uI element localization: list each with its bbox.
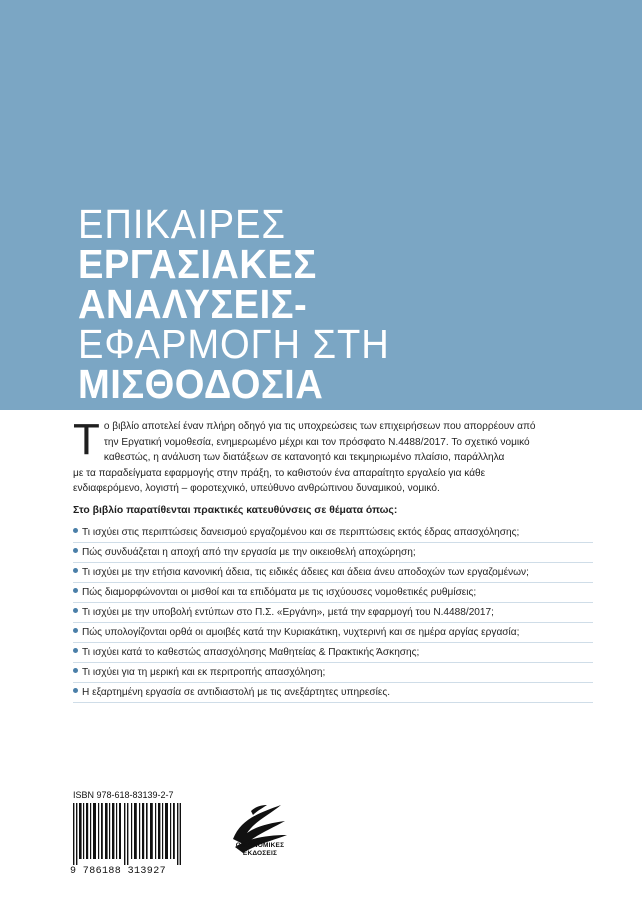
topics-list bbox=[73, 523, 593, 703]
list-item bbox=[73, 523, 593, 543]
publisher-line-2: ΕΚΔΟΣΕΙΣ bbox=[242, 850, 278, 857]
bullet-icon bbox=[73, 628, 78, 633]
bullet-icon bbox=[73, 528, 78, 533]
intro-paragraph bbox=[73, 415, 593, 497]
list-item bbox=[73, 663, 593, 683]
list-item-text: Τι ισχύει για τη μερική και εκ περιτροπής απασχόληση; bbox=[82, 666, 326, 678]
title-line-2: ΕΡΓΑΣΙΑΚΕΣ bbox=[78, 241, 317, 287]
bullet-icon bbox=[73, 588, 78, 593]
list-item bbox=[73, 563, 593, 583]
bullet-icon bbox=[73, 608, 78, 613]
bullet-icon bbox=[73, 568, 78, 573]
isbn-label: ISBN 978-618-83139-2-7 bbox=[73, 790, 174, 800]
list-item bbox=[73, 543, 593, 563]
bullet-icon bbox=[73, 648, 78, 653]
barcode-icon bbox=[73, 803, 181, 865]
list-item-text: Η εξαρτημένη εργασία σε αντιδιαστολή με τις ανεξάρτητες υπηρεσίες. bbox=[82, 686, 391, 698]
topics-heading: Στο βιβλίο παρατίθενται πρακτικές κατευθύνσεις σε θέματα όπως: bbox=[73, 504, 398, 516]
list-item bbox=[73, 643, 593, 663]
list-item-text: Τι ισχύει με την υποβολή εντύπων στο Π.Σ. «Εργάνη», μετά την εφαρμογή του Ν.4488/2017; bbox=[82, 606, 494, 618]
list-item-text: Τι ισχύει με την ετήσια κανονική άδεια, τις ειδικές άδειες και άδεια άνευ αποδοχών των εργαζομένων; bbox=[82, 566, 529, 578]
list-item-text: Πώς υπολογίζονται ορθά οι αμοιβές κατά την Κυριακάτικη, νυχτερινή και σε ημέρα αργίας εργασία; bbox=[82, 626, 520, 638]
list-item-text: Τι ισχύει στις περιπτώσεις δανεισμού εργαζομένου και σε περιπτώσεις εκτός έδρας απασχόλησης; bbox=[82, 526, 520, 538]
publisher-logo-icon bbox=[225, 786, 295, 872]
intro-line: καθεστώς, η ανάλυση των διατάξεων σε κατανοητό και τεκμηριωμένο πλαίσιο, παράλληλα bbox=[103, 452, 505, 464]
list-item-text: Τι ισχύει κατά το καθεστώς απασχόλησης Μαθητείας & Πρακτικής Άσκησης; bbox=[82, 646, 420, 658]
bullet-icon bbox=[73, 548, 78, 553]
title-line-4: ΕΦΑΡΜΟΓΗ ΣΤΗ bbox=[78, 321, 390, 367]
book-title bbox=[78, 201, 618, 407]
list-item bbox=[73, 683, 593, 703]
list-item bbox=[73, 583, 593, 603]
bullet-icon bbox=[73, 668, 78, 673]
back-cover-text bbox=[73, 415, 593, 703]
barcode-digits: 9 786188 313927 bbox=[70, 866, 167, 877]
title-line-5: ΜΙΣΘΟΔΟΣΙΑ bbox=[78, 361, 324, 407]
title-line-1: ΕΠΙΚΑΙΡΕΣ bbox=[78, 201, 286, 247]
intro-line: την Εργατική νομοθεσία, ενημερωμένο μέχρι και τον πρόσφατο Ν.4488/2017. Το σχετικό νομικό bbox=[103, 436, 530, 448]
list-item bbox=[73, 603, 593, 623]
list-item bbox=[73, 623, 593, 643]
list-item-text: Πώς συνδυάζεται η αποχή από την εργασία με την οικειοθελή αποχώρηση; bbox=[82, 546, 416, 558]
dropcap: Τ bbox=[73, 415, 100, 464]
intro-line: ο βιβλίο αποτελεί έναν πλήρη οδηγό για τις υποχρεώσεις των επιχειρήσεων που απορρέουν από bbox=[103, 421, 536, 432]
bullet-icon bbox=[73, 688, 78, 693]
publisher-name bbox=[221, 842, 299, 858]
title-line-3: ΑΝΑΛΥΣΕΙΣ- bbox=[78, 281, 308, 327]
publisher-line-1: ΟΙΚΟΝΟΜΙΚΕΣ bbox=[235, 842, 285, 849]
intro-line: ενδιαφερόμενο, λογιστή – φοροτεχνικό, υπεύθυνο ανθρώπινου δυναμικού, νομικό. bbox=[73, 483, 440, 495]
intro-line: με τα παραδείγματα εφαρμογής στην πράξη, το καθιστούν ένα απαραίτητο εργαλείο για κάθε bbox=[73, 467, 486, 479]
list-item-text: Πώς διαμορφώνονται οι μισθοί και τα επιδόματα με τις ισχύουσες νομοθετικές ρυθμίσεις; bbox=[82, 586, 477, 598]
